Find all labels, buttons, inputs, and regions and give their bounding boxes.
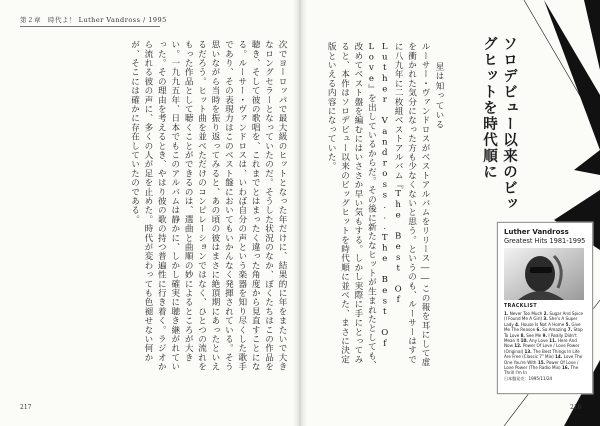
page-number-right: 216 bbox=[570, 404, 582, 411]
track-item: 15. Power Of Love / Love Power (The Radio Mix) bbox=[504, 359, 579, 371]
running-head: 第２章 時代よ！ Luther Vandross / 1995 bbox=[20, 16, 167, 24]
track-item: 8. See Me bbox=[520, 332, 542, 338]
album-cover-image bbox=[504, 248, 584, 300]
album-artist: Luther Vandross bbox=[504, 228, 569, 236]
right-page bbox=[301, 0, 600, 426]
track-item: 5. Give Me The Reason bbox=[504, 321, 581, 333]
tracklist-label: TRACKLIST bbox=[504, 304, 538, 309]
book-gutter-shadow bbox=[293, 0, 307, 426]
tracklist bbox=[504, 311, 586, 389]
album-info-card bbox=[497, 222, 593, 394]
section-subhead: 星は知っている bbox=[434, 62, 444, 130]
page-number-left: 217 bbox=[20, 404, 32, 411]
track-item: 12. Power Of Love / Love Power (Original) bbox=[504, 343, 580, 354]
running-head-rule bbox=[20, 26, 160, 27]
album-title: Greatest Hits 1981-1995 bbox=[504, 237, 586, 245]
track-item: 10. Any Love bbox=[520, 338, 548, 344]
track-item: 1. Never Too Much bbox=[504, 311, 543, 316]
track-item: 4. House Is Not A Home bbox=[515, 321, 565, 327]
track-item: 16. The Thrill I'm In bbox=[504, 365, 579, 376]
track-item: 14. Love The One You're With bbox=[504, 354, 583, 365]
track-item: 3. She's A Super Lady bbox=[504, 316, 578, 327]
release-date: 日本盤発売：1995/11/24 bbox=[504, 375, 553, 381]
left-page bbox=[0, 0, 299, 426]
track-item: 11. Here And Now bbox=[504, 338, 577, 349]
track-item: 2. Sugar And Spice (I Found Me A Girl) bbox=[504, 311, 584, 322]
track-item: 6. So Amazing bbox=[536, 327, 567, 333]
left-page-body-text: 次でヨーロッパで最大級のヒットとなった年だけに、結果的に年をまたいで大きなロングセラーとなっていたのだ。そうした状況のなか、ぼくたちはこの作品を聴き、そして彼の歌唱を、これまでとはまったく違った角度から見直すことになる。ルーサー・ヴァンドロスは、いわば自分の声という楽器を知り尽くした歌手であり、その表現力はこのベスト盤においてもいかんなく発揮されている。そう思いながら当時を振り返ってみると、あの頃の彼はまさに絶頂期にあったといえるだろう。ヒット曲を並べただけのコンピレーションではなく、ひとつの流れをもった作品として聴くことができるのは、選曲と曲順の妙によるところが大きい。一九九五年、日本でもこのアルバムは静かに、しかし確実に聴き継がれていった。その理由を考えるとき、やはり彼の歌の持つ普遍性に行き着く。ラジオから流れる彼の声に、多くの人が足を止めた。時代が変わっても色褪せない何かが、そこには確かに存在していたのである。 bbox=[129, 40, 287, 372]
track-item: 13. The Best Things In Life Are Free (Classic 7" Mix) bbox=[504, 348, 580, 360]
right-page-body-text: ルーサー・ヴァンドロスがベストアルバムをリリース――この報を耳にして虚を衝かれた気分になった方も少なくないと思う。というのも、ルーサーはすでに八九年に二枚組ベストアルバム『The Best Of Luther Vandross...The Best Of Love』を出しているからだ。その後に新たなヒットが生まれたとしても、改めてベスト盤を編むにはいささか早い気もする。しかし実際に手にとってみると、本作はソロデビュー以来のビッグヒットを時代順に並べた、まさに決定版といえる内容になっていた。 bbox=[326, 42, 430, 370]
track-item: 9. I Really Didn't Mean It bbox=[504, 332, 577, 344]
track-item: 7. Stop To Love bbox=[504, 327, 583, 338]
chapter-title: ソロデビュー以来のビッグヒットを時代順に bbox=[481, 36, 517, 212]
